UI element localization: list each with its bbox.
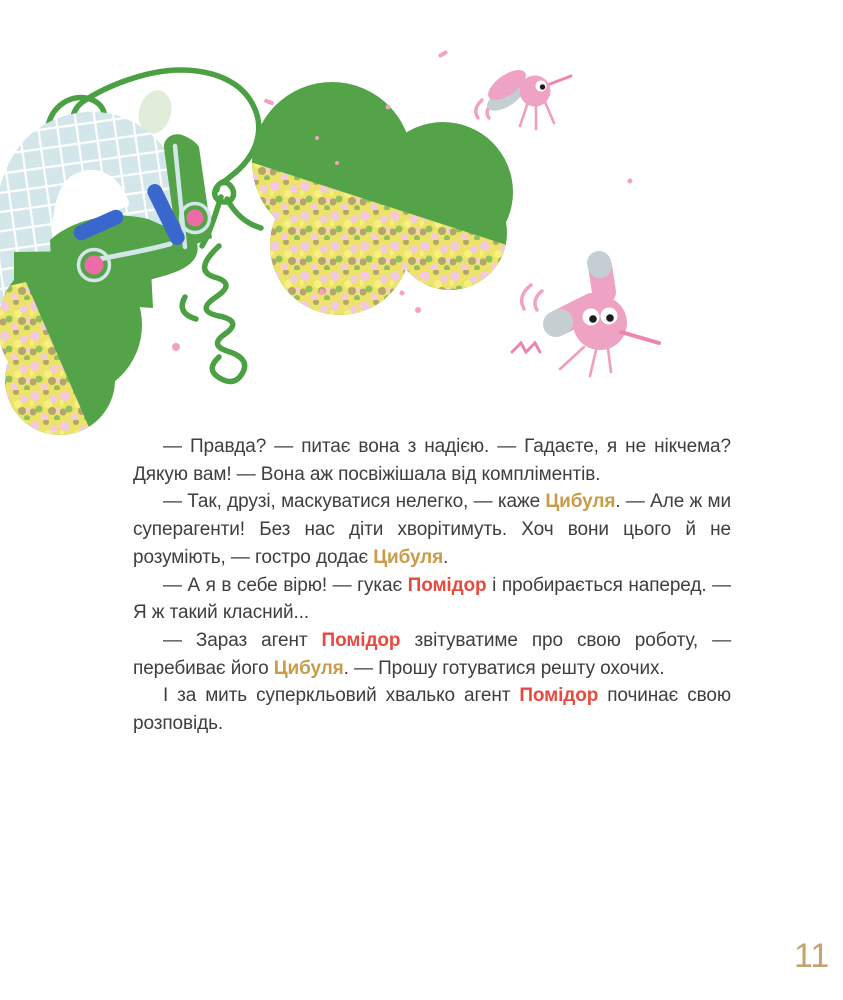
story-segment: починає свою розповідь.	[133, 685, 731, 735]
story-paragraph-2	[133, 488, 731, 571]
story-segment: і пробирається наперед. — Я ж такий класний...	[133, 574, 731, 624]
story-paragraph-1	[133, 433, 731, 488]
motion-arcs	[522, 285, 542, 310]
page-number: 11	[794, 937, 830, 975]
story-segment: — Правда? — питає вона з надією. — Гадаєте, я не нікчема? Дякую вам! — Вона аж посвіжішала від компліментів.	[133, 436, 731, 485]
story-segment: — Зараз агент	[163, 629, 322, 651]
story-paragraph-4	[133, 627, 731, 682]
story-paragraph-5	[133, 682, 731, 737]
story-text	[133, 433, 731, 738]
mosquito-proboscis	[621, 332, 659, 343]
character-name-tomato: Помідор	[321, 629, 401, 651]
character-name-tomato: Помідор	[407, 574, 487, 596]
mosquito-wing-tip	[556, 322, 560, 324]
story-segment: . — Прошу готуватися решту охочих.	[343, 657, 665, 679]
character-name-tomato: Помідор	[519, 685, 599, 707]
mosquito-legs	[520, 102, 554, 129]
story-segment: — Так, друзі, маскуватися нелегко, — каже	[163, 491, 546, 513]
story-segment: — А я в себе вірю! — гукає	[163, 574, 408, 596]
rivet-right	[187, 210, 204, 227]
mosquito-proboscis	[550, 76, 571, 84]
rivet-left	[85, 256, 104, 275]
character-name-onion: Цибуля	[373, 546, 444, 568]
mosquito-squiggle	[512, 343, 540, 352]
mosquito-large	[512, 263, 659, 376]
mosquito-wing-tip	[599, 263, 600, 266]
vine-zigzag	[205, 246, 245, 381]
story-segment: І за мить суперкльовий хвалько агент	[163, 685, 520, 707]
character-name-onion: Цибуля	[273, 657, 344, 679]
mosquito-legs	[560, 347, 611, 376]
story-segment: .	[443, 546, 449, 568]
book-illustration	[0, 0, 843, 470]
mosquito-body	[573, 296, 627, 350]
character-name-onion: Цибуля	[545, 491, 616, 513]
mosquito-small	[476, 64, 571, 129]
clover-leaf-right	[228, 82, 516, 352]
story-segment: . — Але ж ми суперагенти! Без нас діти хворітимуть. Хоч вони цього й не розуміють, — гостро додає	[133, 491, 732, 568]
story-paragraph-3	[133, 572, 731, 627]
story-segment: звітуватиме про свою роботу, — перебиває його	[133, 629, 731, 679]
